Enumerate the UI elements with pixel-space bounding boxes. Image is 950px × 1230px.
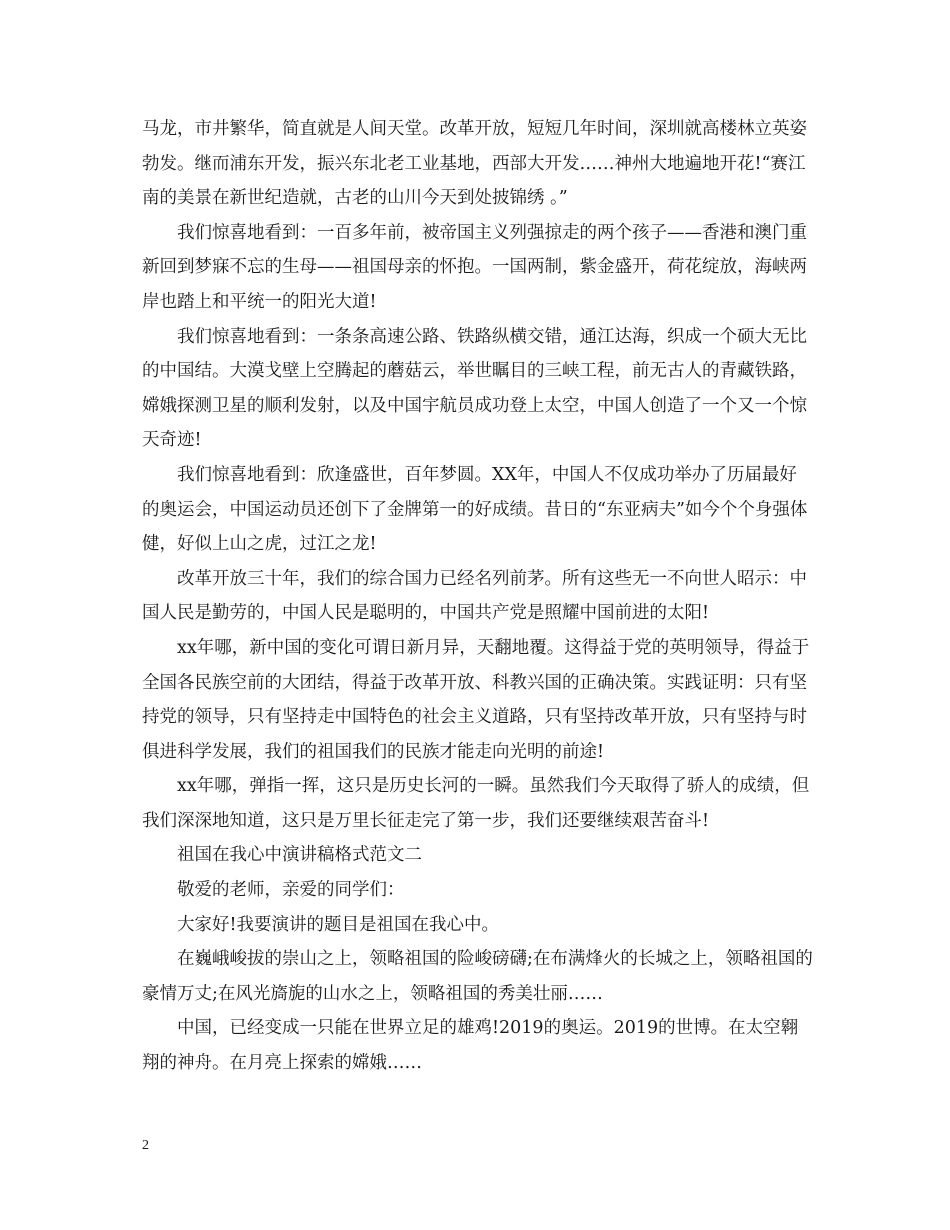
paragraph: 中国，已经变成一只能在世界立足的雄鸡!2019的奥运。2019的世博。在太空翱翔的神舟。在月亮上探索的嫦娥…… — [142, 1018, 799, 1074]
document-body — [142, 112, 814, 1081]
paragraph: 我们惊喜地看到：一百多年前，被帝国主义列强掠走的两个孩子——香港和澳门重新回到梦寐不忘的生母——祖国母亲的怀抱。一国两制，紫金盛开，荷花绽放，海峡两岸也踏上和平统一的阳光大道! — [142, 222, 807, 312]
paragraph: 我们惊喜地看到：欣逢盛世，百年梦圆。XX年，中国人不仅成功举办了历届最好的奥运会，中国运动员还创下了金牌第一的好成绩。昔日的“东亚病夫”如今个个身强体健，好似上山之虎，过江之龙! — [142, 464, 808, 555]
paragraph: 马龙，市井繁华，简直就是人间天堂。改革开放，短短几年时间，深圳就高楼林立英姿勃发。继而浦东开发，振兴东北老工业基地，西部大开发……神州大地遍地开花!“赛江南的美景在新世纪造就，古老的山川今天到处披锦绣 。” — [142, 119, 807, 209]
page-number: 2 — [142, 1138, 149, 1153]
salutation: 敬爱的老师，亲爱的同学们： — [177, 880, 405, 901]
paragraph: xx年哪，新中国的变化可谓日新月异，天翻地覆。这得益于党的英明领导，得益于全国各民族空前的大团结，得益于改革开放、科教兴国的正确决策。实践证明：只有坚持党的领导，只有坚持走中国特色的社会主义道路，只有坚持改革开放，只有坚持与时俱进科学发展，我们的祖国我们的民族才能走向光明的前途! — [142, 637, 810, 762]
section-title: 祖国在我心中演讲稿格式范文二 — [177, 845, 422, 866]
paragraph: 在巍峨峻拔的崇山之上，领略祖国的险峻磅礴;在布满烽火的长城之上，领略祖国的豪情万丈;在风光旖旎的山水之上，领略祖国的秀美壮丽…… — [142, 949, 813, 1004]
paragraph: xx年哪，弹指一挥，这只是历史长河的一瞬。虽然我们今天取得了骄人的成绩，但我们深深地知道，这只是万里长征走完了第一步，我们还要继续艰苦奋斗! — [142, 776, 810, 831]
paragraph: 改革开放三十年，我们的综合国力已经名列前茅。所有这些无一不向世人昭示：中国人民是勤劳的，中国人民是聪明的，中国共产党是照耀中国前进的太阳! — [142, 568, 807, 624]
paragraph: 大家好!我要演讲的题目是祖国在我心中。 — [177, 914, 500, 935]
paragraph: 我们惊喜地看到：一条条高速公路、铁路纵横交错，通江达海，织成一个硕大无比的中国结。大漠戈壁上空腾起的蘑菇云，举世瞩目的三峡工程，前无古人的青藏铁路，嫦娥探测卫星的顺利发射，以及中国宇航员成功登上太空，中国人创造了一个又一个惊天奇迹! — [142, 326, 807, 451]
